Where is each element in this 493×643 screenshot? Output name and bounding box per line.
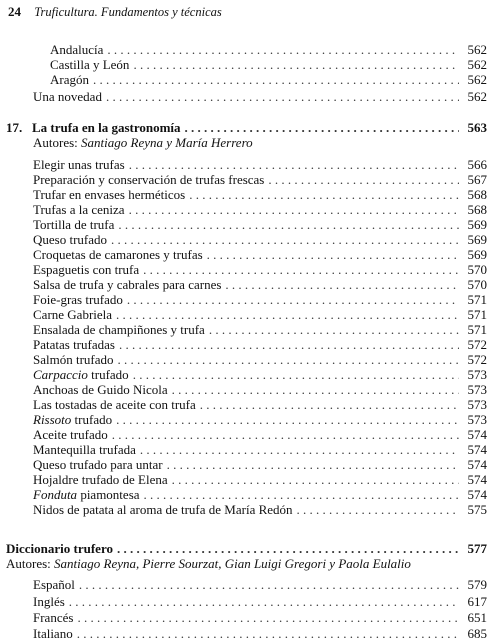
entry-label: Trufas a la ceniza <box>33 202 125 217</box>
toc-entry <box>33 337 487 352</box>
dot-leader <box>107 42 459 57</box>
entry-page: 562 <box>467 72 487 87</box>
toc-entry <box>33 322 487 337</box>
entry-page: 574 <box>467 457 487 472</box>
dot-leader <box>112 427 459 442</box>
dot-leader <box>207 247 459 262</box>
dot-leader <box>116 412 459 427</box>
toc-entry <box>33 172 487 187</box>
authors-prefix: Autores: <box>6 556 51 571</box>
toc-entry <box>33 232 487 247</box>
dot-leader <box>297 502 459 517</box>
toc-entry <box>33 594 487 609</box>
entry-page: 573 <box>467 397 487 412</box>
toc-entry <box>33 626 487 641</box>
entry-label: Queso trufado <box>33 232 108 247</box>
dot-leader <box>140 442 459 457</box>
entry-label: Croquetas de camarones y trufas <box>33 247 203 262</box>
toc-entry <box>33 457 487 472</box>
toc-entry <box>33 292 487 307</box>
entry-label: trufado <box>71 412 113 427</box>
entry-page: 571 <box>467 307 487 322</box>
toc-entry <box>33 277 487 292</box>
entry-label: Salsa de trufa y cabrales para carnes <box>33 277 222 292</box>
entry-label: Trufar en envases herméticos <box>33 187 186 202</box>
entry-label: Francés <box>33 610 74 625</box>
dot-leader <box>189 187 459 202</box>
entry-page: 569 <box>467 247 487 262</box>
dot-leader <box>119 337 459 352</box>
toc-entry <box>33 217 487 232</box>
entry-page: 567 <box>467 172 487 187</box>
entry-page: 566 <box>467 157 487 172</box>
toc-entry <box>33 157 487 172</box>
entry-page: 574 <box>467 472 487 487</box>
entry-label: Carne Gabriela <box>33 307 113 322</box>
dictionary-authors <box>6 556 411 572</box>
toc-entry <box>33 487 487 502</box>
entry-page: 570 <box>467 262 487 277</box>
entry-page: 571 <box>467 322 487 337</box>
entry-label: Espaguetis con trufa <box>33 262 140 277</box>
entry-label: Patatas trufadas <box>33 337 115 352</box>
toc-entry <box>50 72 487 87</box>
entry-page: 562 <box>467 89 487 104</box>
entry-page: 562 <box>467 42 487 57</box>
toc-entry <box>33 247 487 262</box>
dot-leader <box>77 610 459 625</box>
dot-leader <box>106 89 459 104</box>
dot-leader <box>144 487 459 502</box>
entry-label-italic: Fonduta <box>33 487 78 502</box>
dictionary-title: Diccionario trufero <box>6 541 113 556</box>
entry-label: Italiano <box>33 626 73 641</box>
dot-leader <box>129 202 459 217</box>
toc-entry <box>33 202 487 217</box>
toc-entry <box>33 352 487 367</box>
entry-page: 574 <box>467 487 487 502</box>
entry-label: piamontesa <box>77 487 140 502</box>
entry-label: Las tostadas de aceite con trufa <box>33 397 196 412</box>
entry-label: Español <box>33 577 75 592</box>
book-title: Truficultura. Fundamentos y técnicas <box>34 5 222 19</box>
entry-page: 573 <box>467 382 487 397</box>
dot-leader <box>209 322 459 337</box>
entry-label: Queso trufado para untar <box>33 457 163 472</box>
page-number: 24 <box>8 4 21 19</box>
entry-page: 562 <box>467 57 487 72</box>
entry-label: Foie-gras trufado <box>33 292 123 307</box>
chapter-number: 17. <box>6 120 23 135</box>
dot-leader <box>185 120 459 135</box>
entry-label: Salmón trufado <box>33 352 114 367</box>
entry-page: 570 <box>467 277 487 292</box>
chapter-heading <box>6 120 487 135</box>
toc-entry <box>33 187 487 202</box>
toc-entry <box>33 502 487 517</box>
dot-leader <box>200 397 459 412</box>
dot-leader <box>117 541 459 556</box>
toc-entry <box>50 42 487 57</box>
entry-page: 575 <box>467 502 487 517</box>
dot-leader <box>167 457 459 472</box>
entry-page: 574 <box>467 427 487 442</box>
entry-page: 651 <box>467 610 487 625</box>
toc-entry <box>33 397 487 412</box>
entry-page: 572 <box>467 352 487 367</box>
entry-page: 572 <box>467 337 487 352</box>
toc-entry <box>33 427 487 442</box>
entry-label: Aceite trufado <box>33 427 108 442</box>
dot-leader <box>129 157 459 172</box>
dictionary-heading <box>6 541 487 556</box>
dot-leader <box>225 277 459 292</box>
entry-label: Inglés <box>33 594 65 609</box>
chapter-page: 563 <box>467 120 487 135</box>
dot-leader <box>268 172 459 187</box>
dot-leader <box>116 307 459 322</box>
entry-label: Tortilla de trufa <box>33 217 115 232</box>
entry-page: 568 <box>467 202 487 217</box>
dot-leader <box>172 382 459 397</box>
dot-leader <box>133 57 459 72</box>
dot-leader <box>93 72 459 87</box>
entry-page: 617 <box>467 594 487 609</box>
entry-page: 569 <box>467 232 487 247</box>
entry-page: 685 <box>467 626 487 641</box>
toc-entry <box>50 57 487 72</box>
dictionary-page: 577 <box>467 541 487 556</box>
entry-label-italic: Carpaccio <box>33 367 88 382</box>
dot-leader <box>143 262 459 277</box>
entry-label: Aragón <box>50 72 89 87</box>
authors-names: Santiago Reyna y María Herrero <box>81 135 253 150</box>
dot-leader <box>118 352 459 367</box>
toc-entry <box>33 307 487 322</box>
entry-label: Nidos de patata al aroma de trufa de María Redón <box>33 502 293 517</box>
entry-page: 571 <box>467 292 487 307</box>
toc-entry <box>33 89 487 104</box>
dot-leader <box>77 626 459 641</box>
entry-label: trufado <box>87 367 129 382</box>
authors-prefix: Autores: <box>33 135 78 150</box>
toc-entry <box>33 472 487 487</box>
toc-entry <box>33 367 487 382</box>
entry-label: Andalucía <box>50 42 104 57</box>
entry-page: 573 <box>467 412 487 427</box>
entry-label: Hojaldre trufado de Elena <box>33 472 168 487</box>
toc-entry <box>33 610 487 625</box>
entry-page: 579 <box>467 577 487 592</box>
entry-label: Elegir unas trufas <box>33 157 125 172</box>
entry-label: Preparación y conservación de trufas frescas <box>33 172 265 187</box>
entry-label-italic: Rissoto <box>33 412 72 427</box>
entry-label: Castilla y León <box>50 57 130 72</box>
toc-entry <box>33 577 487 592</box>
toc-entry <box>33 412 487 427</box>
entry-label: Una novedad <box>33 89 102 104</box>
dot-leader <box>118 217 459 232</box>
entry-label: Mantequilla trufada <box>33 442 136 457</box>
entry-page: 574 <box>467 442 487 457</box>
toc-entry <box>33 442 487 457</box>
dot-leader <box>69 594 459 609</box>
entry-label: Anchoas de Guido Nicola <box>33 382 168 397</box>
running-head <box>8 4 222 20</box>
entry-page: 568 <box>467 187 487 202</box>
entry-page: 573 <box>467 367 487 382</box>
authors-names: Santiago Reyna, Pierre Sourzat, Gian Luigi Gregori y Paola Eulalio <box>54 556 411 571</box>
chapter-title: La trufa en la gastronomía <box>32 120 181 135</box>
toc-entry <box>33 262 487 277</box>
chapter-authors <box>33 135 253 151</box>
dot-leader <box>111 232 459 247</box>
dot-leader <box>133 367 459 382</box>
entry-page: 569 <box>467 217 487 232</box>
dot-leader <box>127 292 459 307</box>
toc-entry <box>33 382 487 397</box>
dot-leader <box>172 472 459 487</box>
entry-label: Ensalada de champiñones y trufa <box>33 322 205 337</box>
dot-leader <box>79 577 459 592</box>
